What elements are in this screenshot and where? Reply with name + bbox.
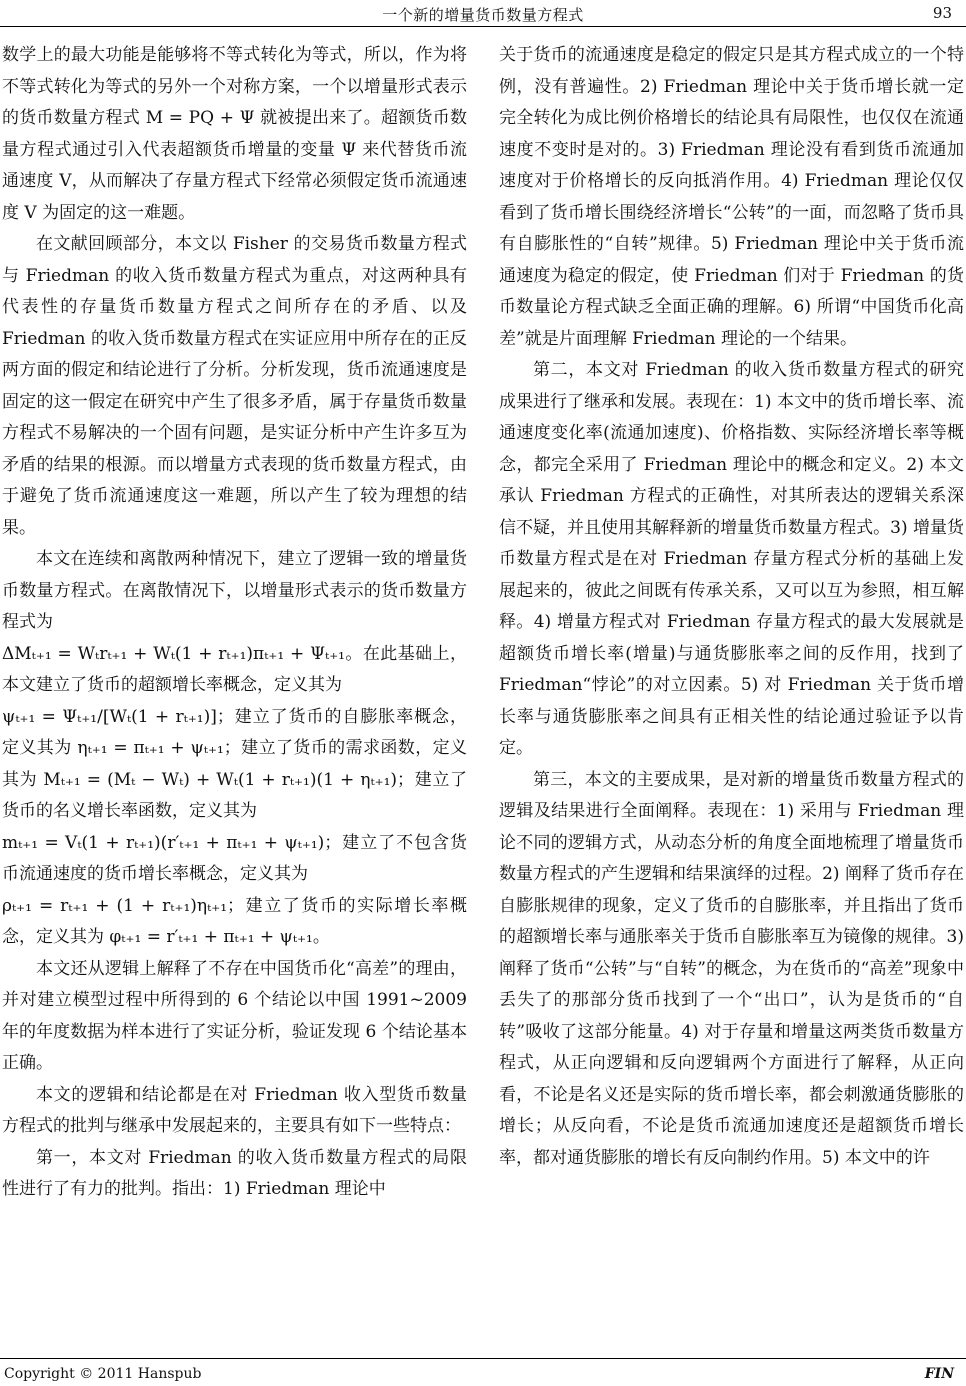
equation-line: ΔMₜ₊₁ = Wₜrₜ₊₁ + Wₜ(1 + rₜ₊₁)πₜ₊₁ + Ψₜ₊₁。在此基础上，本文建立了货币的超额增长率概念，定义其为 (2, 643, 467, 695)
page-number: 93 (932, 4, 952, 22)
paragraph: 关于货币的流通速度是稳定的假定只是其方程式成立的一个特例，没有普遍性。2) Friedman 理论中关于货币增长就一定完全转化为成比例价格增长的结论具有局限性，也仅仅在流通速度不变时是对的。3) Friedman 理论没有看到货币流通加速度对于价格增长的反向抵消作用。4) Friedman 理论仅仅看到了货币增长围绕经济增长“公转”的一面，而忽略了货币具有自膨胀性的“自转”规律。5) Friedman 理论中关于货币流通速度为稳定的假定，使 Friedman 们对于 Friedman 的货币数量论方程式缺乏全面正确的理解。6) 所谓“中国货币化高差”就是片面理解 Friedman 理论的一个结果。 (499, 45, 964, 349)
paragraph: 本文还从逻辑上解释了不存在中国货币化“高差”的理由，并对建立模型过程中所得到的 6 个结论以中国 1991~2009 年的年度数据为样本进行了实证分析，验证发现 6 个结论基本正确。 (2, 958, 467, 1073)
page-header (0, 0, 966, 30)
equation-line: mₜ₊₁ = Vₜ(1 + rₜ₊₁)(r′ₜ₊₁ + πₜ₊₁ + ψₜ₊₁)；建立了不包含货币流通速度的货币增长率概念，定义其为 (2, 832, 467, 884)
paragraph: 第三，本文的主要成果，是对新的增量货币数量方程式的逻辑及结果进行全面阐释。表现在：1) 采用与 Friedman 理论不同的逻辑方式，从动态分析的角度全面地梳理了增量货币数量方程式的产生逻辑和结果演绎的过程。2) 阐释了货币存在自膨胀规律的现象，定义了货币的自膨胀率，并且指出了货币的超额增长率与通胀率关于货币自膨胀率互为镜像的规律。3) 阐释了货币“公转”与“自转”的概念，为在货币的“高差”现象中丢失了的那部分货币找到了一个“出口”，认为是货币的“自转”吸收了这部分能量。4) 对于存量和增量这两类货币数量方程式，从正向逻辑和反向逻辑两个方面进行了解释，从正向看，不论是名义还是实际的货币增长率，都会刺激通货膨胀的增长；从反向看，不论是货币流通加速度还是超额货币增长率，都对通货膨胀的增长有反向制约作用。5) 本文中的许 (499, 769, 964, 1168)
equation-line: ψₜ₊₁ = Ψₜ₊₁/[Wₜ(1 + rₜ₊₁)]；建立了货币的自膨胀率概念，定义其为 ηₜ₊₁ = πₜ₊₁ + ψₜ₊₁；建立了货币的需求函数，定义其为 Mₜ₊₁ = (Mₜ − Wₜ) + Wₜ(1 + rₜ₊₁)(1 + ηₜ₊₁)；建立了货币的名义增长率函数，定义其为 (2, 706, 467, 821)
paragraph: 在文献回顾部分，本文以 Fisher 的交易货币数量方程式与 Friedman 的收入货币数量方程式为重点，对这两种具有代表性的存量货币数量方程式之间所存在的矛盾、以及 Friedman 的收入货币数量方程式在实证应用中所存在的正反两方面的假定和结论进行了分析。分析发现，货币流通速度是固定的这一假定在研究中产生了很多矛盾，属于存量货币数量方程式不易解决的一个固有问题，是实证分析中产生许多互为矛盾的结果的根源。而以增量方式表现的货币数量方程式，由于避免了货币流通速度这一难题，所以产生了较为理想的结果。 (2, 234, 467, 538)
paragraph: 数学上的最大功能是能够将不等式转化为等式，所以，作为将不等式转化为等式的另外一个对称方案，一个以增量形式表示的货币数量方程式 M = PQ + Ψ 就被提出来了。超额货币数量方程式通过引入代表超额货币增量的变量 Ψ 来代替货币流通速度 V，从而解决了存量方程式下经常必须假定货币流通速度 V 为固定的这一难题。 (2, 45, 467, 223)
footer-rule (0, 1358, 966, 1359)
page-footer (0, 1350, 966, 1386)
paragraph: 本文在连续和离散两种情况下，建立了逻辑一致的增量货币数量方程式。在离散情况下，以增量形式表示的货币数量方程式为 (2, 549, 467, 632)
copyright-text: Copyright © 2011 Hanspub (4, 1366, 202, 1382)
paragraph: 第一，本文对 Friedman 的收入货币数量方程式的局限性进行了有力的批判。指出：1) Friedman 理论中 (2, 1147, 467, 1199)
journal-abbrev: FIN (924, 1366, 954, 1382)
header-rule (0, 26, 966, 27)
paragraph: 第二，本文对 Friedman 的收入货币数量方程式的研究成果进行了继承和发展。表现在：1) 本文中的货币增长率、流通速度变化率(流通加速度)、价格指数、实际经济增长率等概念，都完全采用了 Friedman 理论中的概念和定义。2) 本文承认 Friedman 方程式的正确性，对其所表达的逻辑关系深信不疑，并且使用其解释新的增量货币数量方程式。3) 增量货币数量方程式是在对 Friedman 存量方程式分析的基础上发展起来的，彼此之间既有传承关系，又可以互为参照，相互解释。4) 增量方程式对 Friedman 存量方程式的最大发展就是超额货币增长率(增量)与通货膨胀率之间的反作用，找到了 Friedman“悖论”的对立因素。5) 对 Friedman 关于货币增长率与通货膨胀率之间具有正相关性的结论通过验证予以肯定。 (499, 360, 964, 758)
paragraph: 本文的逻辑和结论都是在对 Friedman 收入型货币数量方程式的批判与继承中发展起来的，主要具有如下一些特点： (2, 1084, 467, 1136)
left-column (2, 40, 467, 1340)
right-column (499, 40, 964, 1340)
running-title: 一个新的增量货币数量方程式 (382, 6, 584, 24)
equation-line: ρₜ₊₁ = rₜ₊₁ + (1 + rₜ₊₁)ηₜ₊₁；建立了货币的实际增长率概念，定义其为 φₜ₊₁ = r′ₜ₊₁ + πₜ₊₁ + ψₜ₊₁。 (2, 895, 467, 947)
